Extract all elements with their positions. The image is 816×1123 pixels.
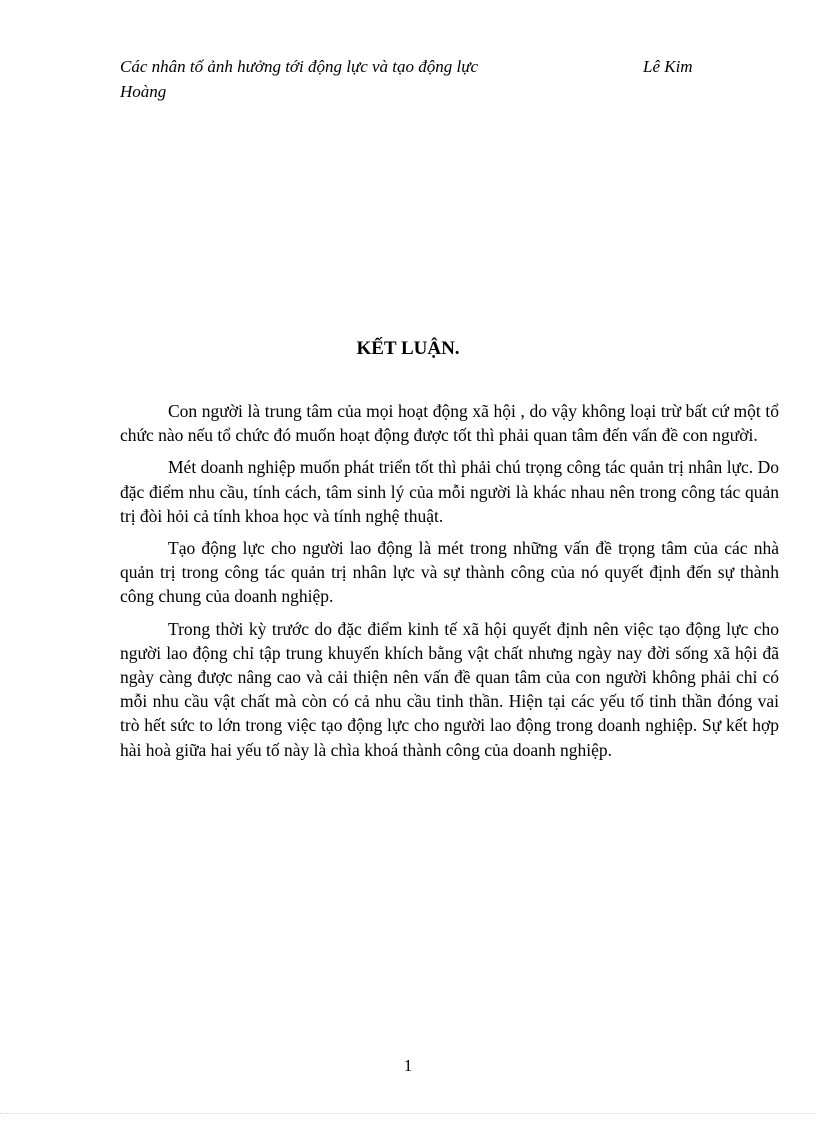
paragraph-2: Mét doanh nghiệp muốn phát triển tốt thì phải chú trọng công tác quản trị nhân lực. Do đặc điểm nhu cầu, tính cách, tâm sinh lý của mỗi người là khác nhau nên trong công tác quản trị đòi hỏi cả tính khoa học và tính nghệ thuật.	[120, 457, 779, 526]
paragraph-3: Tạo động lực cho người lao động là mét trong những vấn đề trọng tâm của các nhà quản trị trong công tác quản trị nhân lực và sự thành công của nó quyết định đến sự thành công chung của doanh nghiệp.	[120, 538, 779, 607]
running-header	[120, 54, 720, 104]
paragraph-1: Con người là trung tâm của mọi hoạt động xã hội , do vậy không loại trừ bất cứ một tổ chức nào nếu tổ chức đó muốn hoạt động được tốt thì phải quan tâm đến vấn đề con người.	[120, 401, 779, 446]
page-number: 1	[403, 1056, 413, 1075]
body-text	[120, 399, 779, 770]
running-header-row	[120, 54, 720, 79]
section-heading: KẾT LUẬN.	[356, 338, 460, 359]
paragraph-4: Trong thời kỳ trước do đặc điểm kinh tế xã hội quyết định nên việc tạo động lực cho người lao động chỉ tập trung khuyến khích bằng vật chất nhưng ngày nay đời sống xã hội đã ngày càng được nâng cao và cải thiện nên vấn đề quan tâm của con người không phải chỉ có mỗi nhu cầu vật chất mà còn có cả nhu cầu tinh thần. Hiện tại các yếu tố tinh thần đóng vai trò hết sức to lớn trong việc tạo động lực cho người lao động trong doanh nghiệp. Sự kết hợp hài hoà giữa hai yếu tố này là chìa khoá thành công của doanh nghiệp.	[120, 618, 779, 760]
running-header-author-last: Hoàng	[120, 82, 167, 101]
running-header-author-first: Lê Kim	[643, 57, 693, 76]
running-header-title: Các nhân tố ảnh hưởng tới động lực và tạo động lực	[120, 57, 479, 76]
page-bottom-divider	[0, 1113, 816, 1114]
